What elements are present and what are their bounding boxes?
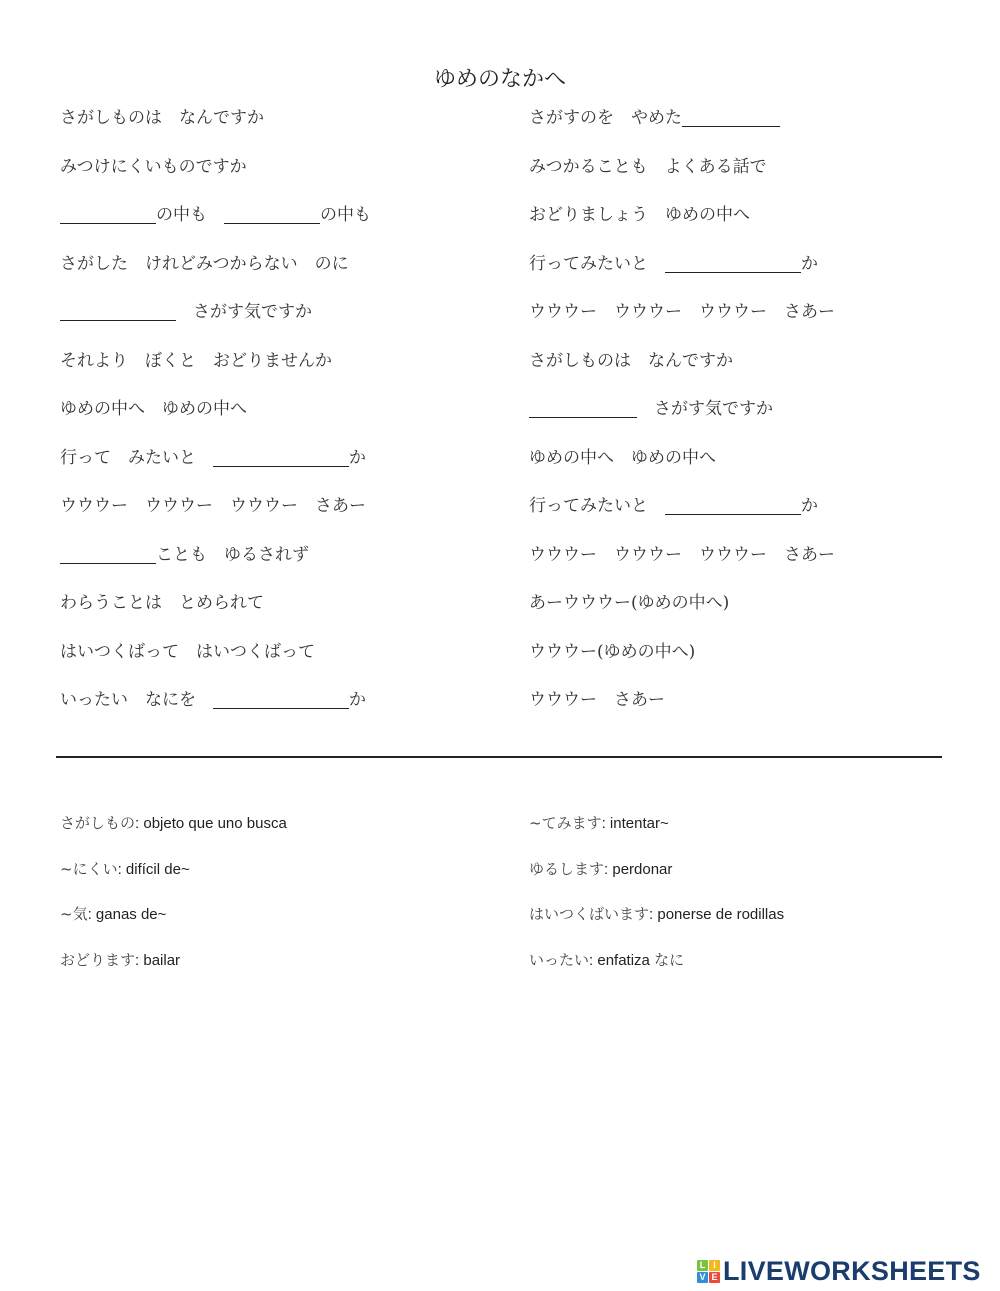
vocab-entry [60,897,287,943]
lyric-line [529,242,835,291]
vocabulary-column-left [60,806,287,988]
vocab-term: いったい [529,950,590,969]
liveworksheets-logo [697,1256,981,1287]
lyric-line [60,290,371,339]
vocab-definition: : perdonar [604,860,673,878]
worksheet-title: ゆめのなかへ [433,67,566,92]
lyric-text: か [349,690,366,710]
blank-answer-field[interactable] [682,112,780,127]
vocab-entry [529,943,784,989]
lyric-text: か [801,253,818,274]
brand-name: LIVEWORKSHEETS [723,1256,981,1286]
lyric-line [60,242,371,291]
lyric-line [60,484,371,533]
vocab-definition: : enfatiza [589,951,655,969]
vocab-definition: : intentar~ [601,815,669,832]
lyric-line [60,145,371,194]
blank-answer-field[interactable] [665,500,801,515]
lyric-text: わらうことは とめられて [60,593,264,613]
lyric-text: さがす気ですか [176,302,312,322]
live-blocks-icon [697,1260,720,1283]
lyric-text: はいつくばって はいつくばって [60,641,315,662]
vocab-definition: : bailar [135,951,181,969]
vocab-entry [529,852,784,898]
lyric-text: みつかることも よくある話で [529,156,767,177]
vocab-definition: : difícil de~ [117,860,190,878]
lyric-line [60,387,371,436]
lyric-text: の中も [320,205,371,225]
blank-answer-field[interactable] [529,403,637,418]
lyric-line [529,339,835,388]
lyric-line [529,193,835,242]
vocab-definition: : ganas de~ [87,906,167,923]
lyric-text: 行って みたいと [60,447,213,468]
lyric-line [529,436,835,485]
lyric-text: ウウウー ウウウー ウウウー さあー [60,496,366,516]
vocab-term: ~気 [60,905,88,923]
lyric-line [60,193,371,242]
lyric-line [60,96,371,145]
lyric-text: おどりましょう ゆめの中へ [529,205,750,225]
lyric-text: の中も [156,205,224,225]
lyric-line [529,96,835,145]
lyric-line [60,678,371,727]
vocab-term: はいつくばいます [529,905,650,923]
lyrics-column-right [529,96,835,727]
blank-answer-field[interactable] [60,306,176,321]
vocab-entry [60,943,287,989]
lyric-text: ウウウー さあー [529,690,665,710]
vocabulary-column-right [529,806,784,988]
blank-answer-field[interactable] [60,549,156,564]
vocab-definition: : objeto que uno busca [135,815,287,832]
lyric-text: さがす気ですか [637,399,773,419]
lyric-text: さがしものは なんですか [529,350,733,371]
logo-letter-block: E [709,1272,720,1283]
vocab-entry [529,806,784,852]
vocab-entry [60,852,287,898]
lyric-text: さがすのを やめた [529,108,682,128]
vocab-term: なに [654,950,685,969]
lyric-line [60,581,371,630]
logo-letter-block: V [697,1272,708,1283]
lyric-text: ウウウー(ゆめの中へ) [529,641,696,662]
lyric-line [60,339,371,388]
lyric-text: さがした けれどみつからない のに [60,253,349,274]
lyric-text: ウウウー ウウウー ウウウー さあー [529,302,835,322]
lyric-line [60,436,371,485]
blank-answer-field[interactable] [213,694,349,709]
lyric-line [529,290,835,339]
vocab-term: ゆるします [529,859,605,878]
lyric-text: ウウウー ウウウー ウウウー さあー [529,544,835,565]
lyric-text: あーウウウー(ゆめの中へ) [529,593,730,613]
vocab-entry [60,806,287,852]
vocab-entry [529,897,784,943]
lyric-line [529,581,835,630]
vocab-term: ~にくい [60,859,118,878]
lyric-line [529,145,835,194]
lyric-text: ことも ゆるされず [156,544,309,565]
lyric-text: か [801,496,818,516]
vocab-term: さがしもの [60,814,136,832]
vocab-definition: : ponerse de rodillas [649,906,785,923]
lyric-text: それより ぼくと おどりませんか [60,350,332,371]
lyric-line [529,484,835,533]
logo-letter-block: L [697,1260,708,1271]
lyrics-column-left [60,96,371,727]
lyric-text: さがしものは なんですか [60,108,264,128]
lyric-line [529,387,835,436]
lyric-line [529,533,835,582]
logo-letter-block: I [709,1260,720,1271]
lyric-text: か [349,447,366,468]
blank-answer-field[interactable] [60,209,156,224]
lyric-text: みつけにくいものですか [60,156,247,177]
vocab-term: おどります [60,950,136,969]
lyric-text: ゆめの中へ ゆめの中へ [60,399,247,419]
lyric-line [529,678,835,727]
blank-answer-field[interactable] [213,452,349,467]
lyric-line [529,630,835,679]
lyric-line [60,533,371,582]
lyric-line [60,630,371,679]
vocab-term: ~てみます [529,814,602,832]
section-divider [56,756,942,758]
lyric-text: ゆめの中へ ゆめの中へ [529,447,716,468]
blank-answer-field[interactable] [224,209,320,224]
lyric-text: 行ってみたいと [529,496,665,516]
blank-answer-field[interactable] [665,258,801,273]
lyric-text: いったい なにを [60,690,213,710]
lyric-text: 行ってみたいと [529,253,665,274]
